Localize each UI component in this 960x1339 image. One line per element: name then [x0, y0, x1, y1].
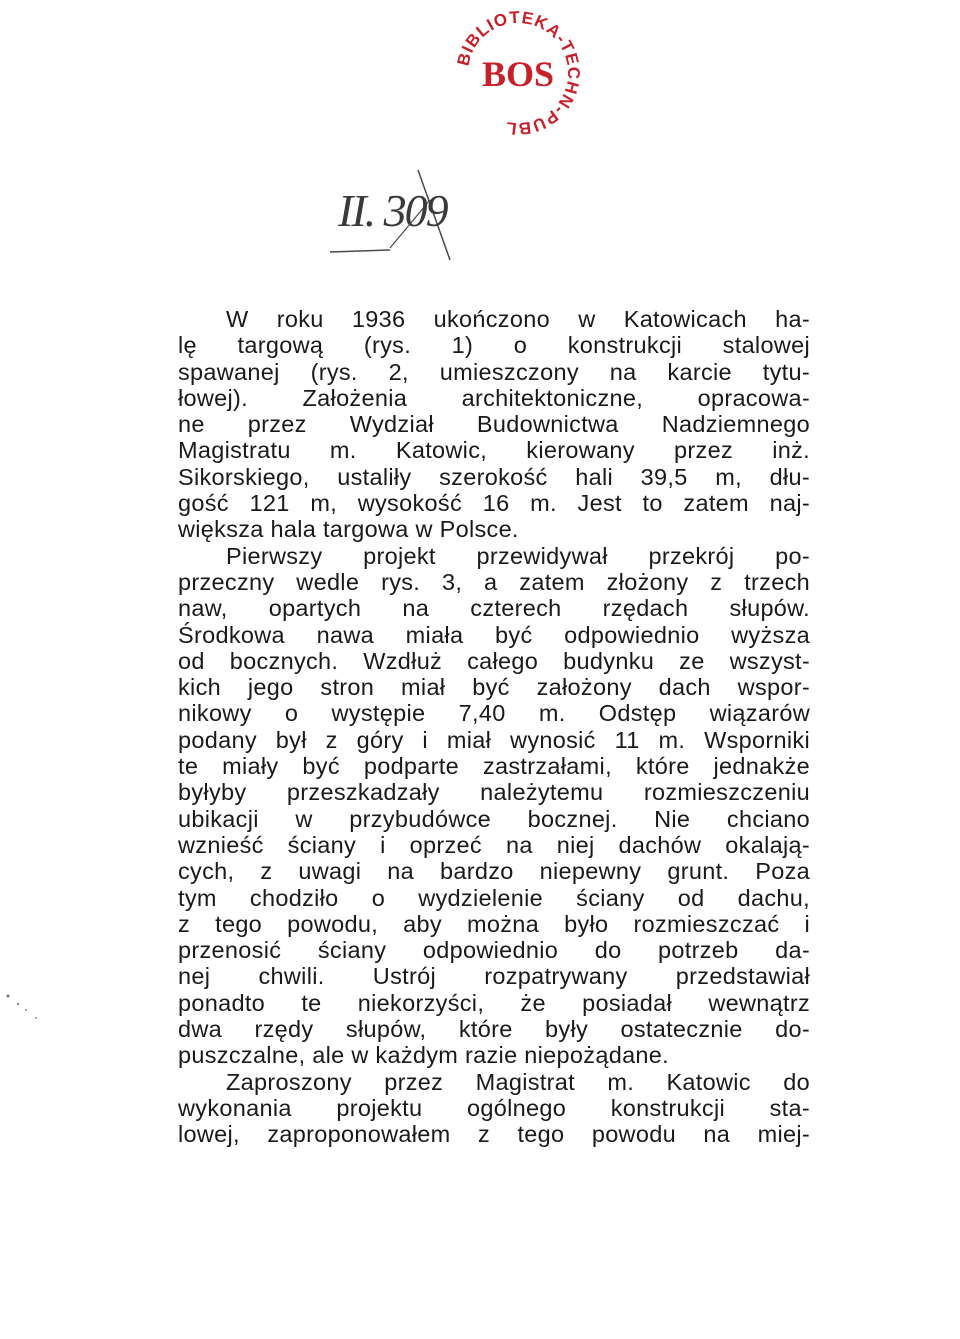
paragraph-1 — [178, 306, 810, 543]
text-line: wykonania projektu ogólnego konstrukcji sta- — [178, 1094, 810, 1121]
scan-specks — [0, 990, 60, 1030]
text-line: Zaproszony przez Magistrat m. Katowic do — [226, 1068, 810, 1095]
text-line: lowej, zaproponowałem z tego powodu na miej- — [178, 1121, 810, 1148]
text-line: wznieść ściany i oprzeć na niej dachów okalają- — [178, 831, 810, 858]
text-line: od bocznych. Wzdłuż całego budynku ze wszyst- — [178, 647, 810, 674]
text-line: ponadto te niekorzyści, że posiadał wewnątrz — [178, 989, 810, 1016]
text-line: podany był z góry i miał wynosić 11 m. Wsporniki — [178, 726, 810, 753]
text-line: puszczalne, ale w każdym razie niepożądane. — [178, 1042, 670, 1069]
text-line: Magistratu m. Katowic, kierowany przez inż. — [178, 437, 810, 464]
library-stamp — [438, 8, 598, 138]
text-line: naw, opartych na czterech rzędach słupów. — [178, 595, 810, 622]
text-line: kich jego stron miał być założony dach wspor- — [178, 674, 810, 701]
text-line: byłyby przeszkadzały należytemu rozmieszczeniu — [178, 779, 810, 806]
shelfmark-text: II. 309 — [338, 185, 447, 236]
article-body — [178, 306, 810, 1148]
shelfmark — [330, 160, 490, 270]
text-line: cych, z uwagi na bardzo niepewny grunt. Poza — [178, 858, 810, 885]
text-line: Sikorskiego, ustaliły szerokość hali 39,5 m, dłu- — [178, 463, 810, 490]
paragraph-3 — [178, 1069, 810, 1148]
text-line: Pierwszy projekt przewidywał przekrój po- — [226, 542, 810, 569]
text-line: W roku 1936 ukończono w Katowicach ha- — [226, 306, 810, 332]
text-line: dwa rzędy słupów, które były ostatecznie do- — [178, 1016, 810, 1043]
text-line: nej chwili. Ustrój rozpatrywany przedstawiał — [178, 963, 810, 990]
text-line: przenosić ściany odpowiednio do potrzeb da- — [178, 937, 810, 964]
text-line: nikowy o występie 7,40 m. Odstęp wiązarów — [178, 700, 810, 727]
text-line: lę targową (rys. 1) o konstrukcji stalowej — [178, 332, 810, 359]
stamp-ring-text: BIBLIOTEKA-TECHN-PUBL — [453, 8, 584, 138]
text-line: przeczny wedle rys. 3, a zatem złożony z trzech — [178, 568, 810, 595]
text-line: łowej). Założenia architektoniczne, opracowa- — [178, 384, 810, 411]
text-line: z tego powodu, aby można było rozmieszczać i — [178, 910, 810, 937]
text-line: gość 121 m, wysokość 16 m. Jest to zatem naj- — [178, 490, 810, 517]
text-line: spawanej (rys. 2, umieszczony na karcie tytu- — [178, 358, 810, 385]
text-line: Środkowa nawa miała być odpowiednio wyższa — [178, 621, 810, 648]
text-line: te miały być podparte zastrzałami, które jednakże — [178, 753, 810, 780]
text-line: ne przez Wydział Budownictwa Nadziemnego — [178, 411, 810, 438]
paragraph-2 — [178, 543, 810, 1069]
text-line: ubikacji w przybudówce bocznej. Nie chciano — [178, 805, 810, 832]
text-line: większa hala targowa w Polsce. — [178, 516, 519, 543]
stamp-center-text: BOS — [481, 54, 555, 94]
text-line: tym chodziło o wydzielenie ściany od dachu, — [178, 884, 810, 911]
